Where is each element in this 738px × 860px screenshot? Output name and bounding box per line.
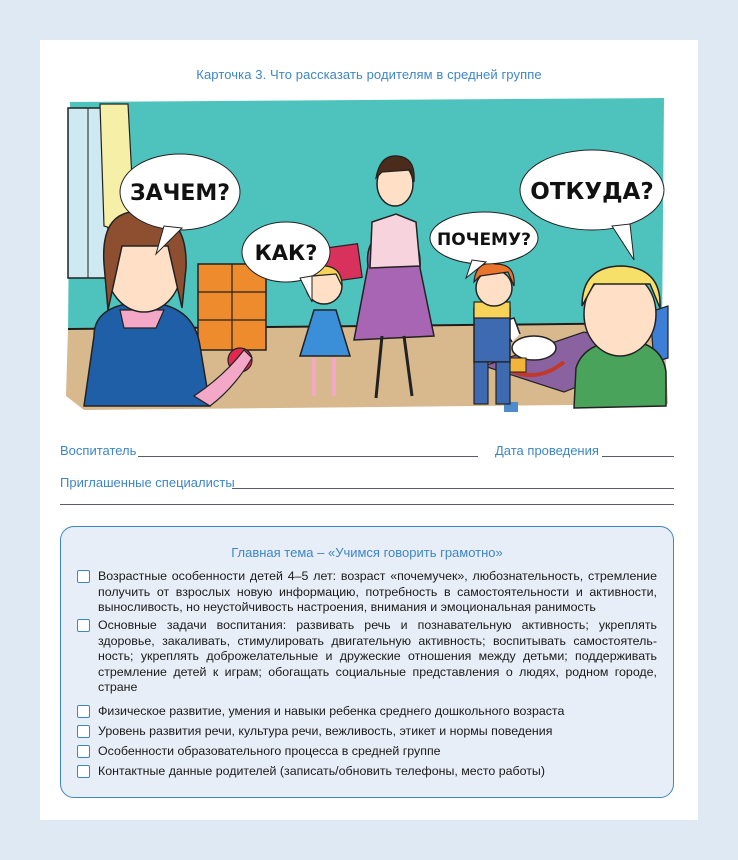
topic-box bbox=[60, 526, 674, 798]
card-sheet bbox=[40, 40, 698, 820]
educator-label: Воспитатель bbox=[60, 443, 137, 458]
list-item: Возрастные особенности детей 4–5 лет: возраст «почемучек», любознательность, стремление получить от взрослых новую информацию, потребность в самостоятельности и активности, выносливость, но неустойчивость настроения, внимания и эмоциональная ранимость bbox=[77, 569, 657, 616]
educator-field[interactable] bbox=[138, 456, 478, 457]
specialists-label: Приглашенные специалисты bbox=[60, 475, 235, 490]
list-item: Физическое развитие, умения и навыки ребенка среднего дошкольного возраста bbox=[77, 704, 657, 720]
checkbox[interactable] bbox=[77, 725, 90, 738]
topic-title: Главная тема – «Учимся говорить грамотно» bbox=[231, 545, 503, 560]
specialists-field[interactable] bbox=[232, 488, 674, 489]
list-item: Уровень развития речи, культура речи, вежливость, этикет и нормы поведения bbox=[77, 724, 657, 740]
bubble-pochemu-text: ПОЧЕМУ? bbox=[437, 230, 531, 250]
specialists-field-extra[interactable] bbox=[60, 504, 674, 505]
checkbox[interactable] bbox=[77, 570, 90, 583]
illustration bbox=[64, 96, 670, 412]
checkbox[interactable] bbox=[77, 745, 90, 758]
card-title: Карточка 3. Что рассказать родителям в средней группе bbox=[196, 67, 542, 82]
checkbox[interactable] bbox=[77, 765, 90, 778]
checkbox[interactable] bbox=[77, 619, 90, 632]
bubble-kak-text: КАК? bbox=[254, 241, 318, 265]
bubble-zachem-text: ЗАЧЕМ? bbox=[129, 181, 231, 206]
checkbox[interactable] bbox=[77, 705, 90, 718]
date-label: Дата проведения bbox=[495, 443, 599, 458]
list-item: Контактные данные родителей (записать/обновить телефоны, место работы) bbox=[77, 764, 657, 780]
date-field[interactable] bbox=[602, 456, 674, 457]
bubble-otkuda-text: ОТКУДА? bbox=[530, 179, 654, 205]
list-item: Основные задачи воспитания: развивать речь и познавательную активность; укреплять здоровье, закаливать, стимулировать двигательную активность; воспитывать самостоятельность; укреплять доброжелательные и дружеские отношения между детьми; поддерживать стремление детей к играм; обогащать социальные представления о людях, родном городе, стране bbox=[77, 618, 657, 696]
list-item: Особенности образовательного процесса в средней группе bbox=[77, 744, 657, 760]
